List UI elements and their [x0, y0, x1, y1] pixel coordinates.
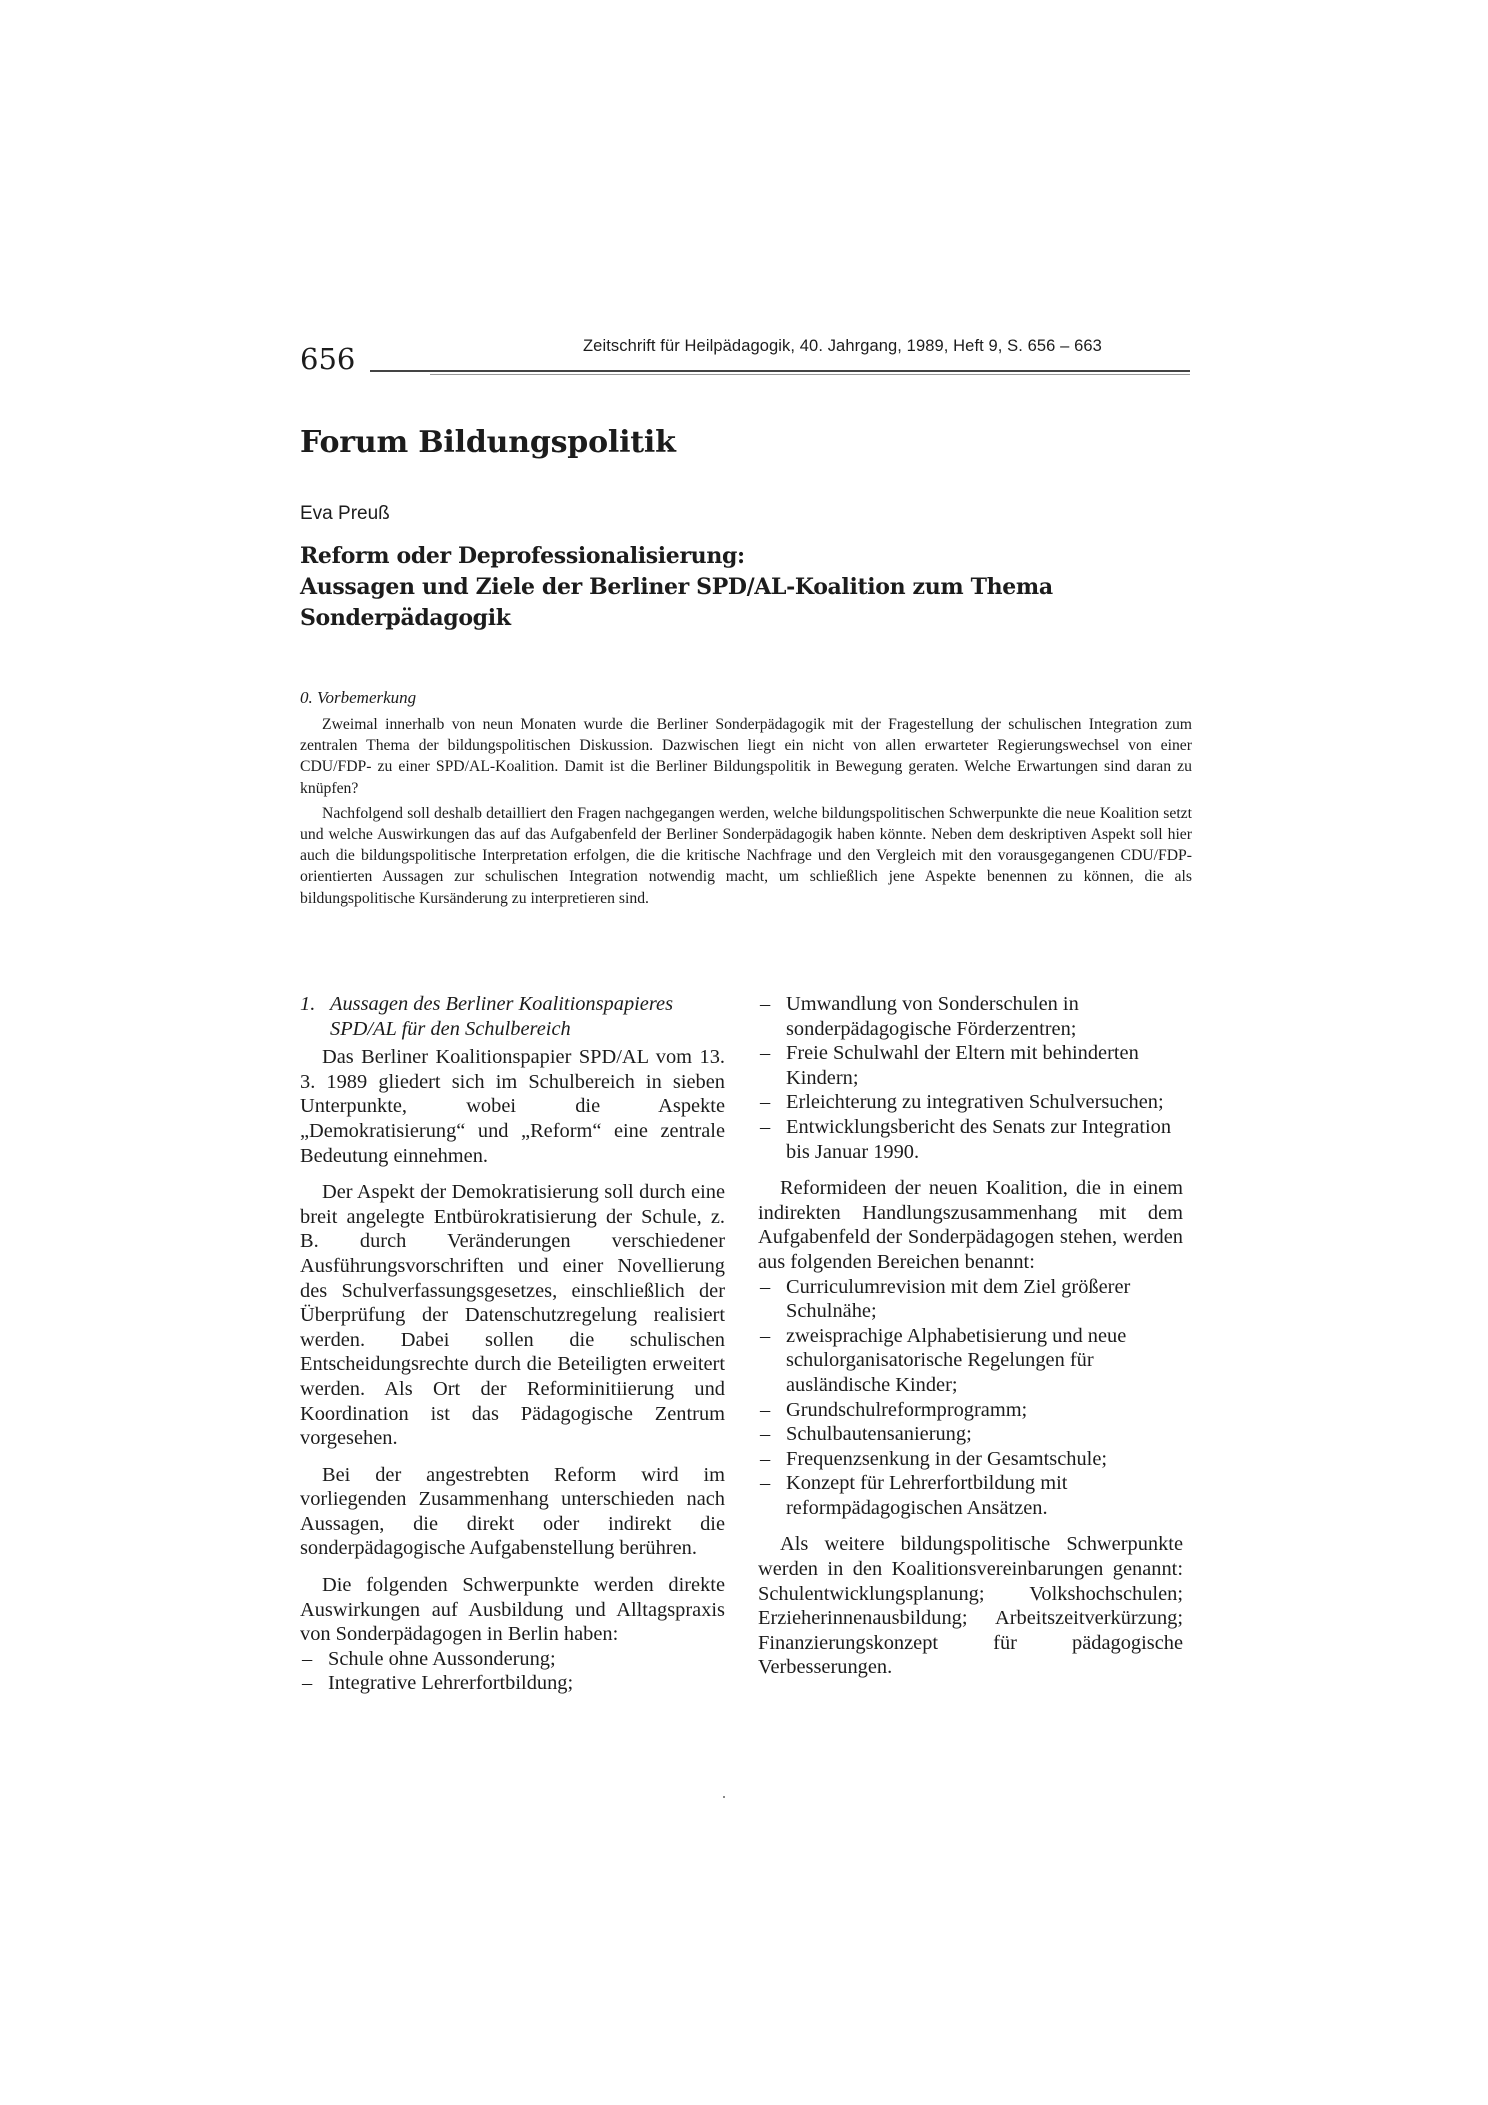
preliminary-paragraph: Nachfolgend soll deshalb detailliert den Fragen nachgegangen werden, welche bildungspolitischen Schwerpunkte die neue Koalition setzt und welche Auswirkungen das auf das Aufgabenfeld der Berliner Sonderpädagogik haben könnte. Neben dem deskriptiven Aspekt soll hier auch die bildungspolitische Interpretation erfolgen, die die kritische Nachfrage und den Vergleich mit den vorausgegangenen CDU/FDP-orientierten Aussagen zur schulischen Integration notwendig macht, um schließlich jene Aspekte benennen zu können, die als bildungspolitische Kursänderung zu interpretieren sind. — [300, 804, 1192, 907]
list-item: – Schule ohne Aussonderung; — [300, 1647, 725, 1672]
stray-mark — [723, 1796, 725, 1798]
focus-list-continued — [758, 992, 1183, 1164]
body-paragraph: Die folgenden Schwerpunkte werden direkte Auswirkungen auf Ausbildung und Alltagspraxis von Sonderpädagogen in Berlin haben: — [300, 1574, 725, 1646]
list-item: – Umwandlung von Sonderschulen in sonderpädagogische Förderzentren; — [758, 992, 1183, 1041]
article-title-line-1: Reform oder Deprofessionalisierung: — [300, 543, 745, 569]
list-item: – Frequenzsenkung in der Gesamtschule; — [758, 1447, 1183, 1472]
body-paragraph: Bei der angestrebten Reform wird im vorliegenden Zusammenhang unterschieden nach Aussagen, die direkt oder indirekt die sonderpädagogische Aufgabenstellung berühren. — [300, 1463, 725, 1560]
list-item: – Konzept für Lehrerfortbildung mit reformpädagogischen Ansätzen. — [758, 1471, 1183, 1520]
list-item: – Entwicklungsbericht des Senats zur Integration bis Januar 1990. — [758, 1115, 1183, 1164]
preliminary-section — [300, 688, 1192, 913]
section-heading-text: Aussagen des Berliner Koalitionspapieres SPD/AL für den Schulbereich — [330, 993, 674, 1040]
body-paragraph: Als weitere bildungspolitische Schwerpunkte werden in den Koalitionsvereinbarungen genannt: Schulentwicklungsplanung; Volkshochschulen; Erzieherinnenausbildung; Arbeitszeitverkürzung; Finanzierungskonzept für pädagogische Verbesserungen. — [758, 1533, 1183, 1679]
body-paragraph: Das Berliner Koalitionspapier SPD/AL vom 13. 3. 1989 gliedert sich im Schulbereich in sieben Unterpunkte, wobei die Aspekte „Demokratisierung“ und „Reform“ eine zentrale Bedeutung einnehmen. — [300, 1046, 725, 1167]
header-rule-thin — [430, 374, 1190, 375]
running-header: Zeitschrift für Heilpädagogik, 40. Jahrgang, 1989, Heft 9, S. 656 – 663 — [583, 337, 1102, 355]
list-item: – Freie Schulwahl der Eltern mit behinderten Kindern; — [758, 1041, 1183, 1090]
list-item: – Grundschulreformprogramm; — [758, 1398, 1183, 1423]
list-item: – Curriculumrevision mit dem Ziel größerer Schulnähe; — [758, 1275, 1183, 1324]
article-title — [300, 541, 1200, 634]
list-item: – Schulbautensanierung; — [758, 1422, 1183, 1447]
list-item: – Erleichterung zu integrativen Schulversuchen; — [758, 1090, 1183, 1115]
article-title-line-2: Aussagen und Ziele der Berliner SPD/AL-Koalition zum Thema Sonderpädagogik — [300, 574, 1053, 631]
list-item: – Integrative Lehrerfortbildung; — [300, 1671, 725, 1696]
right-column — [758, 992, 1183, 1692]
header-rule — [370, 370, 1190, 372]
preliminary-heading: 0. Vorbemerkung — [300, 688, 417, 707]
focus-list — [300, 1647, 725, 1696]
section-heading-number: 1. — [300, 993, 316, 1015]
section-title: Forum Bildungspolitik — [300, 425, 676, 460]
section-heading — [300, 992, 725, 1041]
author-name: Eva Preuß — [300, 503, 390, 524]
body-paragraph: Der Aspekt der Demokratisierung soll durch eine breit angelegte Entbürokratisierung der Schule, z. B. durch Veränderungen verschiedener Ausführungsvorschriften und einer Novellierung des Schulverfassungsgesetzes, einschließlich der Überprüfung der Datenschutzregelung realisiert werden. Dabei sollen die schulischen Entscheidungsrechte durch die Beteiligten erweitert werden. Als Ort der Reforminitiierung und Koordination ist das Pädagogische Zentrum vorgesehen. — [300, 1181, 725, 1450]
left-column — [300, 992, 725, 1708]
preliminary-paragraph: Zweimal innerhalb von neun Monaten wurde die Berliner Sonderpädagogik mit der Fragestellung der schulischen Integration zum zentralen Thema der bildungspolitischen Diskussion. Dazwischen liegt ein nicht von allen erwarteter Regierungswechsel von einer CDU/FDP- zu einer SPD/AL-Koalition. Damit ist die Berliner Bildungspolitik in Bewegung geraten. Welche Erwartungen sind daran zu knüpfen? — [300, 716, 1192, 797]
reform-list — [758, 1275, 1183, 1521]
list-item: – zweisprachige Alphabetisierung und neue schulorganisatorische Regelungen für ausländische Kinder; — [758, 1324, 1183, 1398]
page-number: 656 — [300, 342, 356, 376]
body-paragraph: Reformideen der neuen Koalition, die in einem indirekten Handlungszusammenhang mit dem Aufgabenfeld der Sonderpädagogen stehen, werden aus folgenden Bereichen benannt: — [758, 1177, 1183, 1273]
